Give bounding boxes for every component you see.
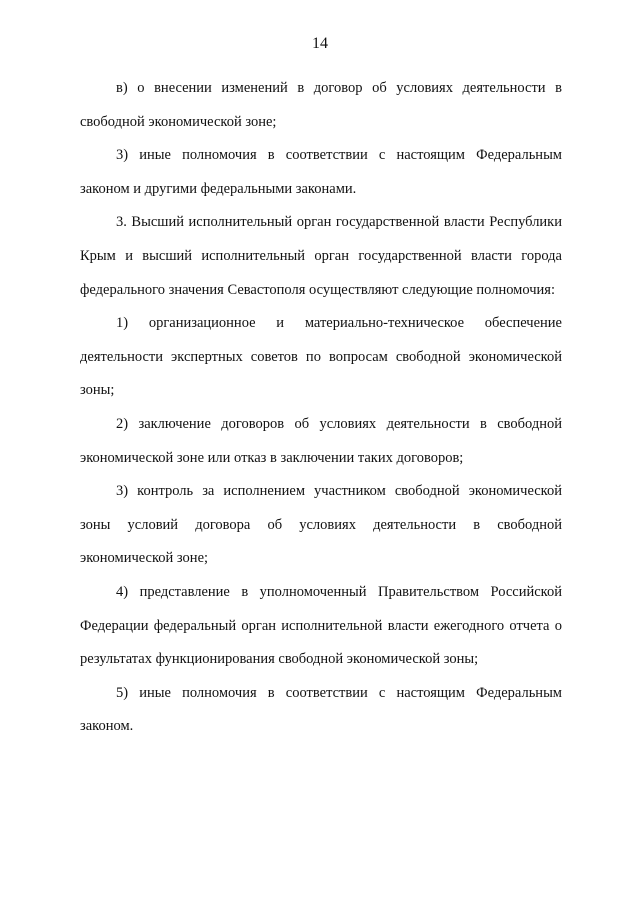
page-number: 14 <box>312 35 328 52</box>
paragraph-item-3-control: 3) контроль за исполнением участником свободной экономической зоны условий договора об условиях деятельности в свободной экономической зоне; <box>80 483 562 567</box>
paragraph-section-3-powers-intro: 3. Высший исполнительный орган государственной власти Республики Крым и высший исполнительный орган государственной власти города федерального значения Севастополя осуществляют следующие полномочия: <box>80 214 562 298</box>
paragraph-item-4-annual-report: 4) представление в уполномоченный Правительством Российской Федерации федеральный орган исполнительной власти ежегодного отчета о результатах функционирования свободной экономической зоны; <box>80 583 562 668</box>
paragraph-item-1-expert-councils: 1) организационное и материально-техническое обеспечение деятельности экспертных советов по вопросам свободной экономической зоны; <box>80 315 562 399</box>
paragraph-item-2-contracts: 2) заключение договоров об условиях деятельности в свободной экономической зоне или отказ в заключении таких договоров; <box>80 415 562 466</box>
paragraph-item-3-other-powers: 3) иные полномочия в соответствии с настоящим Федеральным законом и другими федеральными законами. <box>80 147 562 197</box>
document-body <box>80 72 562 744</box>
paragraph-item-5-other-powers: 5) иные полномочия в соответствии с настоящим Федеральным законом. <box>80 684 562 735</box>
paragraph-item-v-contract-changes: в) о внесении изменений в договор об условиях деятельности в свободной экономической зоне; <box>80 80 562 130</box>
